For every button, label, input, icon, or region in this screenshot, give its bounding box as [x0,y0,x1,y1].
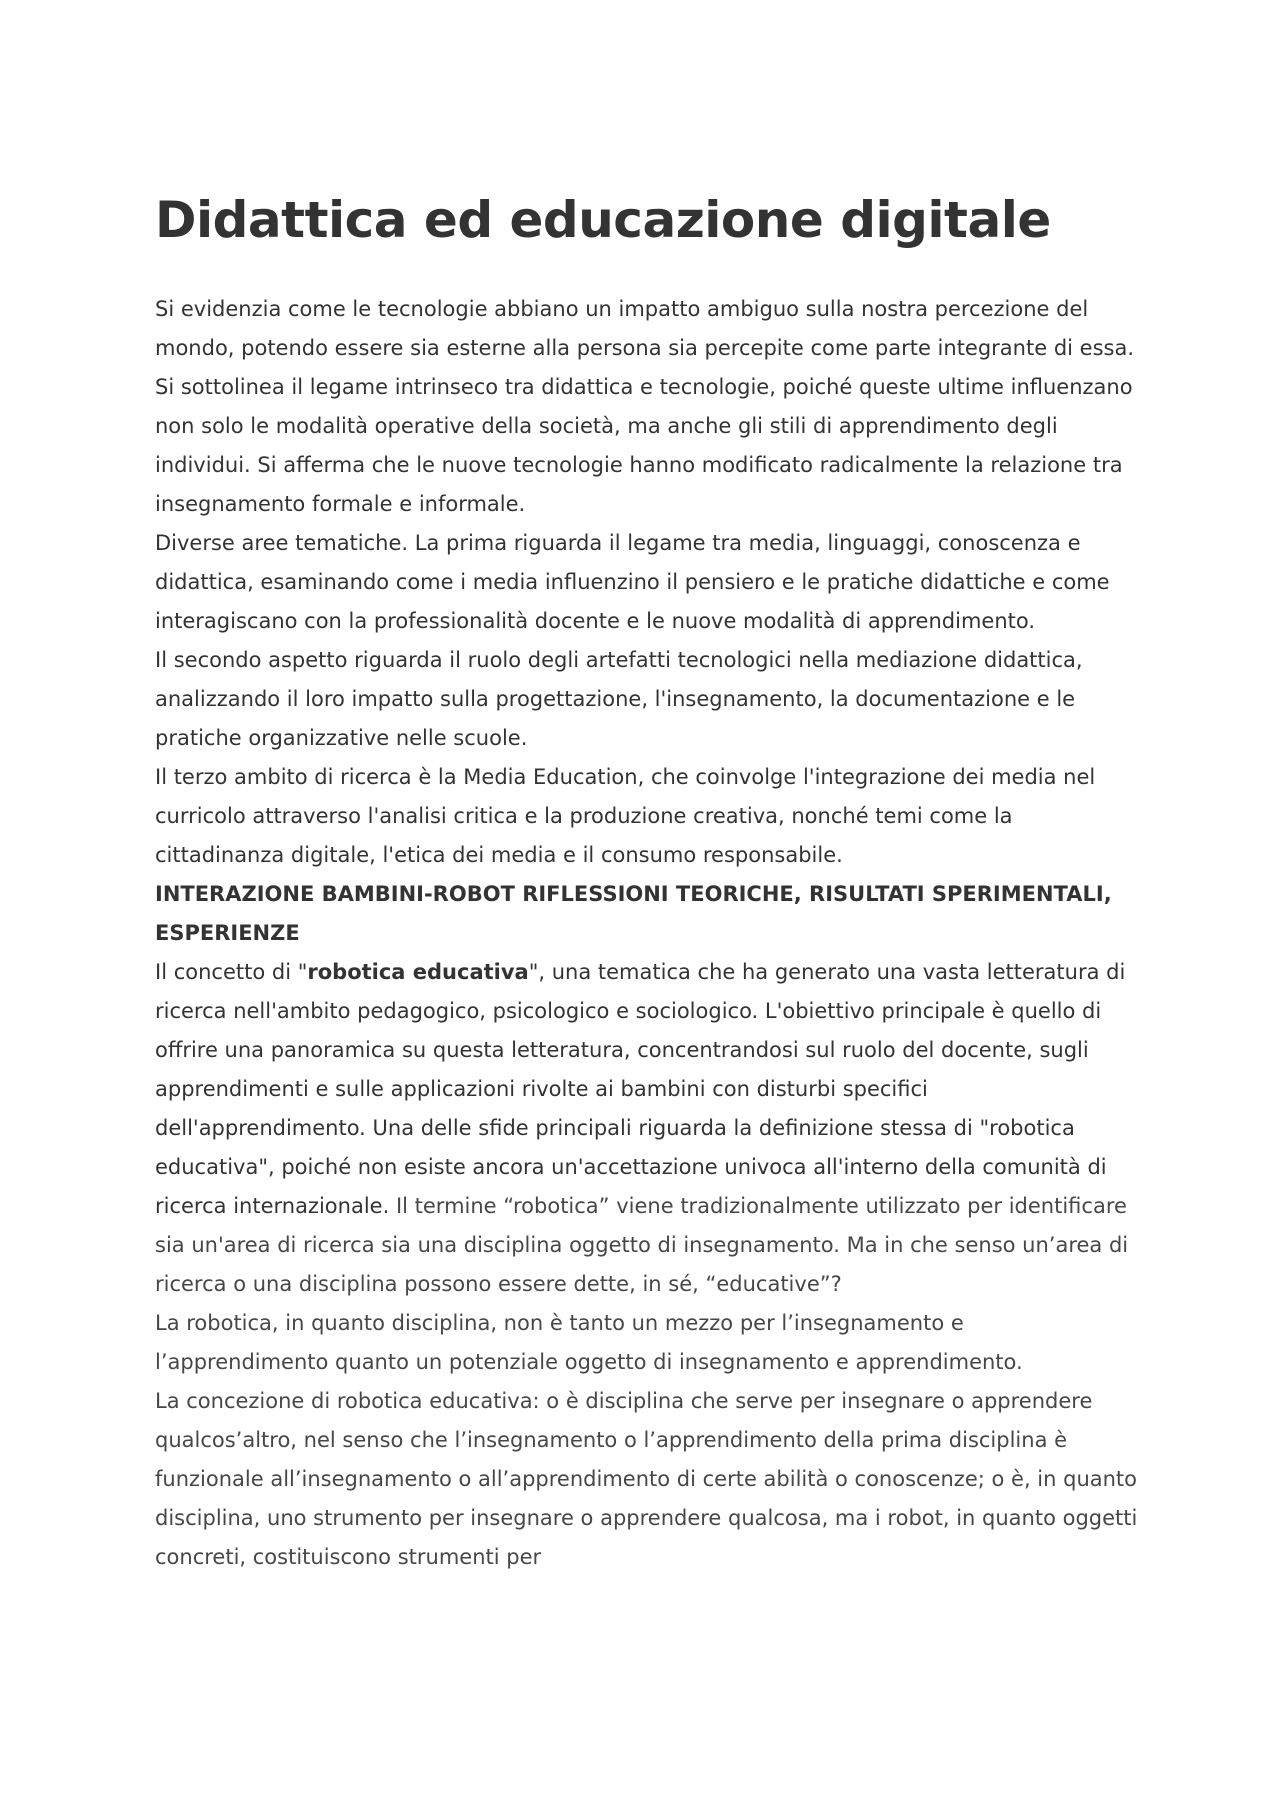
intro-paragraph-2: Diverse aree tematiche. La prima riguarda il legame tra media, linguaggi, conoscenza e didattica, esaminando come i media influenzino il pensiero e le pratiche didattiche e come interagiscano con la professionalità docente e le nuove modalità di apprendimento. [155,531,1110,633]
intro-paragraph-3: Il secondo aspetto riguarda il ruolo degli artefatti tecnologici nella mediazione didattica, analizzando il loro impatto sulla progettazione, l'insegnamento, la documentazione e le pratiche organizzative nelle scuole. [155,648,1083,750]
document-body [155,290,1140,1577]
bold-term: robotica educativa [307,960,529,984]
section-paragraph-1-start: Il concetto di " [155,960,308,984]
page-title: Didattica ed educazione digitale [155,191,1051,249]
intro-paragraph-1: Si evidenzia come le tecnologie abbiano un impatto ambiguo sulla nostra percezione del mondo, potendo essere sia esterne alla persona sia percepite come parte integrante di essa. Si sottolinea il legame intrinseco tra didattica e tecnologie, poiché queste ultime influenzano non solo le modalità operative della società, ma anche gli stili di apprendimento degli individui. Si afferma che le nuove tecnologie hanno modificato radicalmente la relazione tra insegnamento formale e informale. [155,297,1135,516]
section-paragraph-1-rest: ", una tematica che ha generato una vasta letteratura di ricerca nell'ambito pedagogico, psicologico e sociologico. L'obiettivo principale è quello di offrire una panoramica su questa letteratura, concentrandosi sul ruolo del docente, sugli apprendimenti e sulle applicazioni rivolte ai bambini con disturbi specifici dell'apprendimento. Una delle sfide principali riguarda la definizione stessa di "robotica educativa", poiché non esiste ancora un'accettazione univoca all'interno della comunità di ricerca internazionale. [155,960,1126,1218]
section-paragraph-2: La robotica, in quanto disciplina, non è tanto un mezzo per l’insegnamento e l’apprendimento quanto un potenziale oggetto di insegnamento e apprendimento. [155,1311,1023,1374]
section-paragraph-1-muted: Il termine “robotica” viene tradizionalmente utilizzato per identificare sia un'area di ricerca sia una disciplina oggetto di insegnamento. Ma in che senso un’area di ricerca o una disciplina possono essere dette, in sé, “educative”? [155,1194,1129,1296]
section-paragraph-1 [155,953,1140,1304]
intro-paragraph-4: Il terzo ambito di ricerca è la Media Education, che coinvolge l'integrazione dei media nel curricolo attraverso l'analisi critica e la produzione creativa, nonché temi come la cittadinanza digitale, l'etica dei media e il consumo responsabile. [155,765,1096,867]
document-page [155,190,1140,1577]
section-heading: INTERAZIONE BAMBINI-ROBOT RIFLESSIONI TEORICHE, RISULTATI SPERIMENTALI, ESPERIENZE [155,882,1112,945]
section-paragraph-3: La concezione di robotica educativa: o è disciplina che serve per insegnare o apprendere qualcos’altro, nel senso che l’insegnamento o l’apprendimento della prima disciplina è funzionale all’insegnamento o all’apprendimento di certe abilità o conoscenze; o è, in quanto disciplina, uno strumento per insegnare o apprendere qualcosa, ma i robot, in quanto oggetti concreti, costituiscono strumenti per [155,1389,1138,1569]
